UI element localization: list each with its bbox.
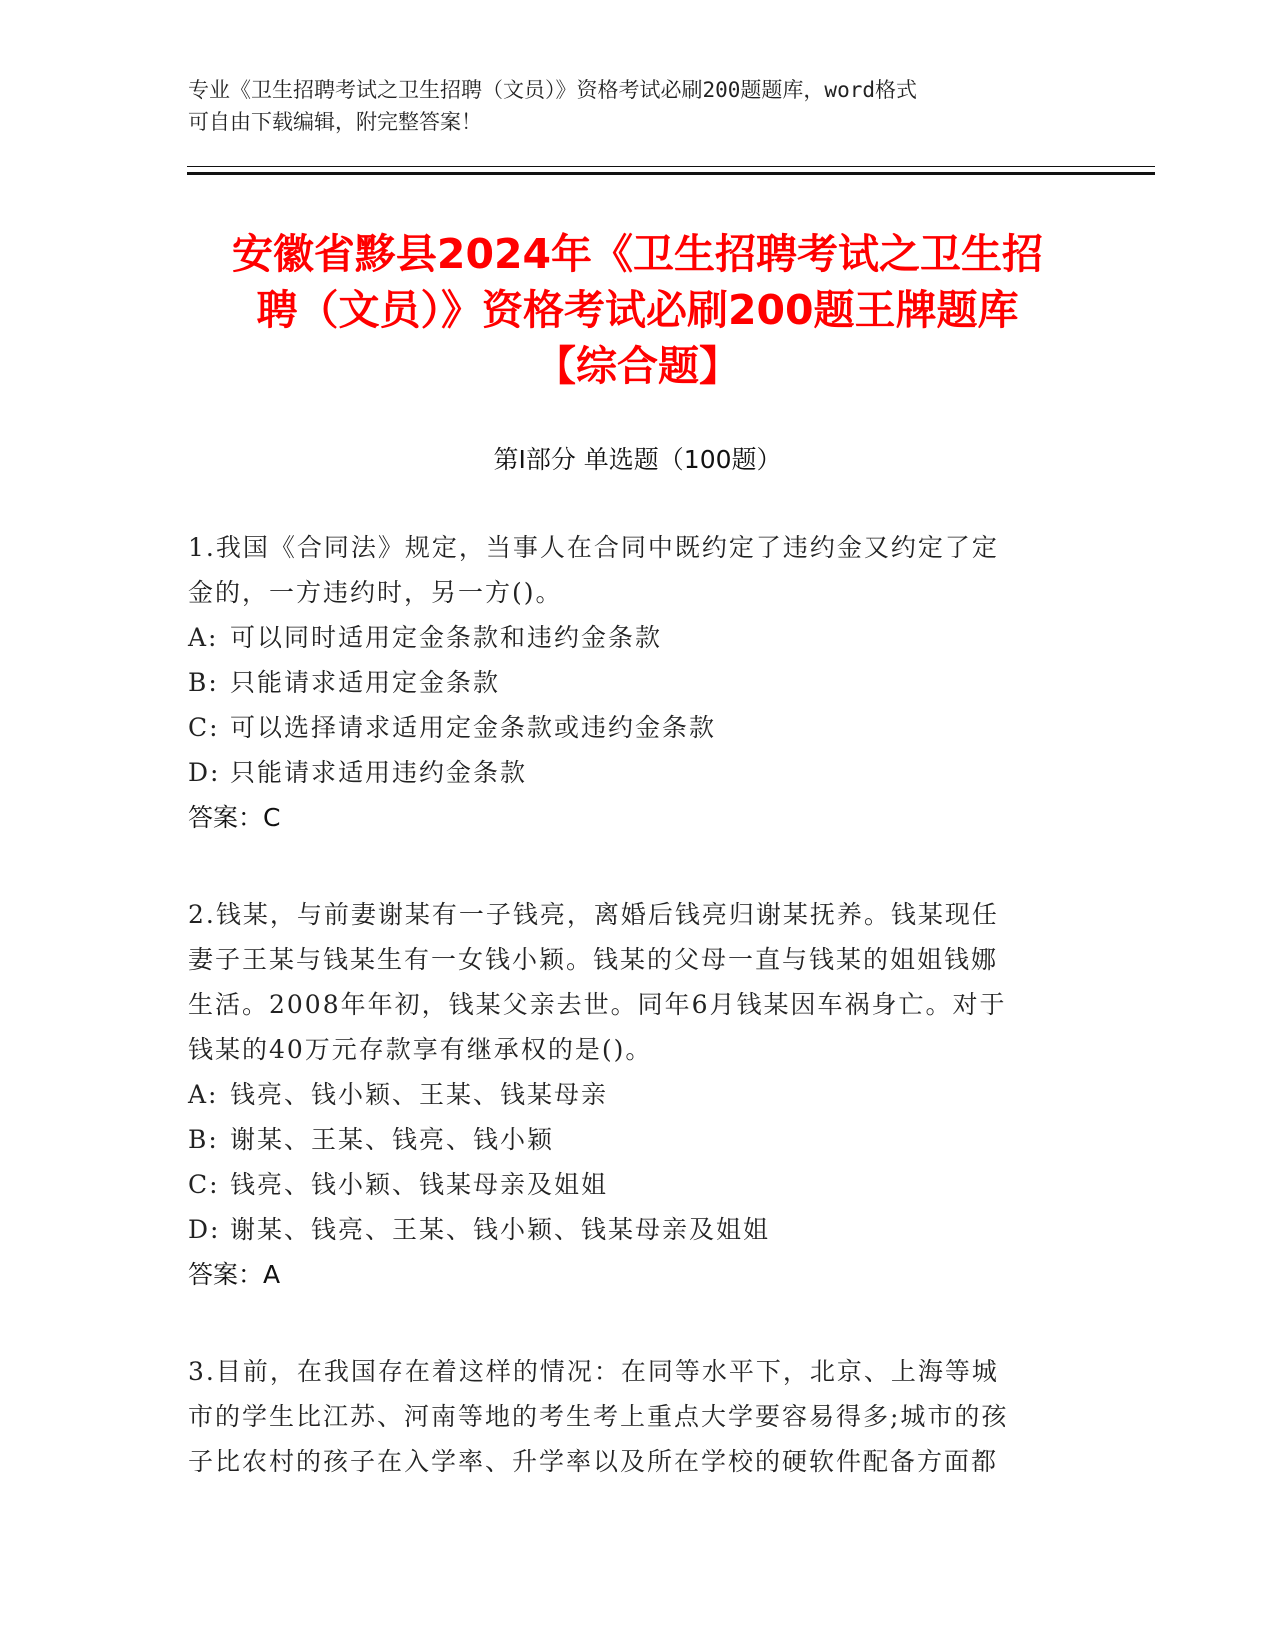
question-stem-line: 子比农村的孩子在入学率、升学率以及所在学校的硬软件配备方面都 bbox=[188, 1447, 999, 1476]
question-list bbox=[188, 525, 1088, 1536]
answer-option bbox=[188, 705, 1088, 750]
question-stem-line: 3.目前，在我国存在着这样的情况：在同等水平下，北京、上海等城 bbox=[188, 1357, 999, 1386]
option-text: 钱亮、钱小颖、王某、钱某母亲 bbox=[230, 1080, 609, 1109]
section-heading: 第Ⅰ部分 单选题（100题） bbox=[493, 445, 782, 474]
header-divider-thick bbox=[187, 172, 1155, 175]
question-stem-line: 1.我国《合同法》规定，当事人在合同中既约定了违约金又约定了定 bbox=[188, 533, 999, 562]
option-key: A: bbox=[188, 623, 219, 652]
title-line-1: 安徽省黟县2024年《卫生招聘考试之卫生招 bbox=[231, 230, 1044, 278]
answer-option bbox=[188, 750, 1088, 795]
question-stem-line: 市的学生比江苏、河南等地的考生考上重点大学要容易得多;城市的孩 bbox=[188, 1402, 1009, 1431]
option-key: B: bbox=[188, 1125, 219, 1154]
question-stem-line: 2.钱某，与前妻谢某有一子钱亮，离婚后钱亮归谢某抚养。钱某现任 bbox=[188, 900, 999, 929]
answer-line: 答案：A bbox=[188, 1260, 281, 1289]
option-text: 只能请求适用定金条款 bbox=[230, 668, 501, 697]
option-text: 钱亮、钱小颖、钱某母亲及姐姐 bbox=[230, 1170, 609, 1199]
answer-option bbox=[188, 660, 1088, 705]
question-block bbox=[188, 1349, 1088, 1484]
title-line-3: 【综合题】 bbox=[535, 342, 740, 390]
option-key: C: bbox=[188, 1170, 220, 1199]
option-text: 谢某、钱亮、王某、钱小颖、钱某母亲及姐姐 bbox=[230, 1215, 771, 1244]
option-key: A: bbox=[188, 1080, 219, 1109]
option-text: 可以选择请求适用定金条款或违约金条款 bbox=[230, 713, 717, 742]
header-divider-thin bbox=[187, 166, 1155, 167]
header-note-line-2: 可自由下载编辑，附完整答案！ bbox=[188, 110, 482, 134]
question-stem-line: 生活。2008年年初，钱某父亲去世。同年6月钱某因车祸身亡。对于 bbox=[188, 990, 1007, 1019]
option-text: 谢某、王某、钱亮、钱小颖 bbox=[230, 1125, 555, 1154]
question-stem-line: 金的，一方违约时，另一方()。 bbox=[188, 578, 563, 607]
option-key: B: bbox=[188, 668, 219, 697]
answer-option bbox=[188, 1117, 1088, 1162]
option-key: C: bbox=[188, 713, 220, 742]
header-note-line-1: 专业《卫生招聘考试之卫生招聘（文员）》资格考试必刷200题题库，word格式 bbox=[188, 78, 917, 102]
question-block bbox=[188, 892, 1088, 1297]
answer-option bbox=[188, 1207, 1088, 1252]
page-title bbox=[130, 226, 1145, 394]
option-key: D: bbox=[188, 758, 221, 787]
question-block bbox=[188, 525, 1088, 840]
option-text: 可以同时适用定金条款和违约金条款 bbox=[230, 623, 663, 652]
option-text: 只能请求适用违约金条款 bbox=[230, 758, 528, 787]
header-note bbox=[188, 74, 1088, 138]
answer-option bbox=[188, 1072, 1088, 1117]
option-key: D: bbox=[188, 1215, 221, 1244]
answer-option bbox=[188, 1162, 1088, 1207]
question-stem-line: 妻子王某与钱某生有一女钱小颖。钱某的父母一直与钱某的姐姐钱娜 bbox=[188, 945, 999, 974]
answer-option bbox=[188, 615, 1088, 660]
answer-line: 答案：C bbox=[188, 803, 281, 832]
question-stem-line: 钱某的40万元存款享有继承权的是()。 bbox=[188, 1035, 653, 1064]
title-line-2: 聘（文员）》资格考试必刷200题王牌题库 bbox=[256, 286, 1019, 334]
